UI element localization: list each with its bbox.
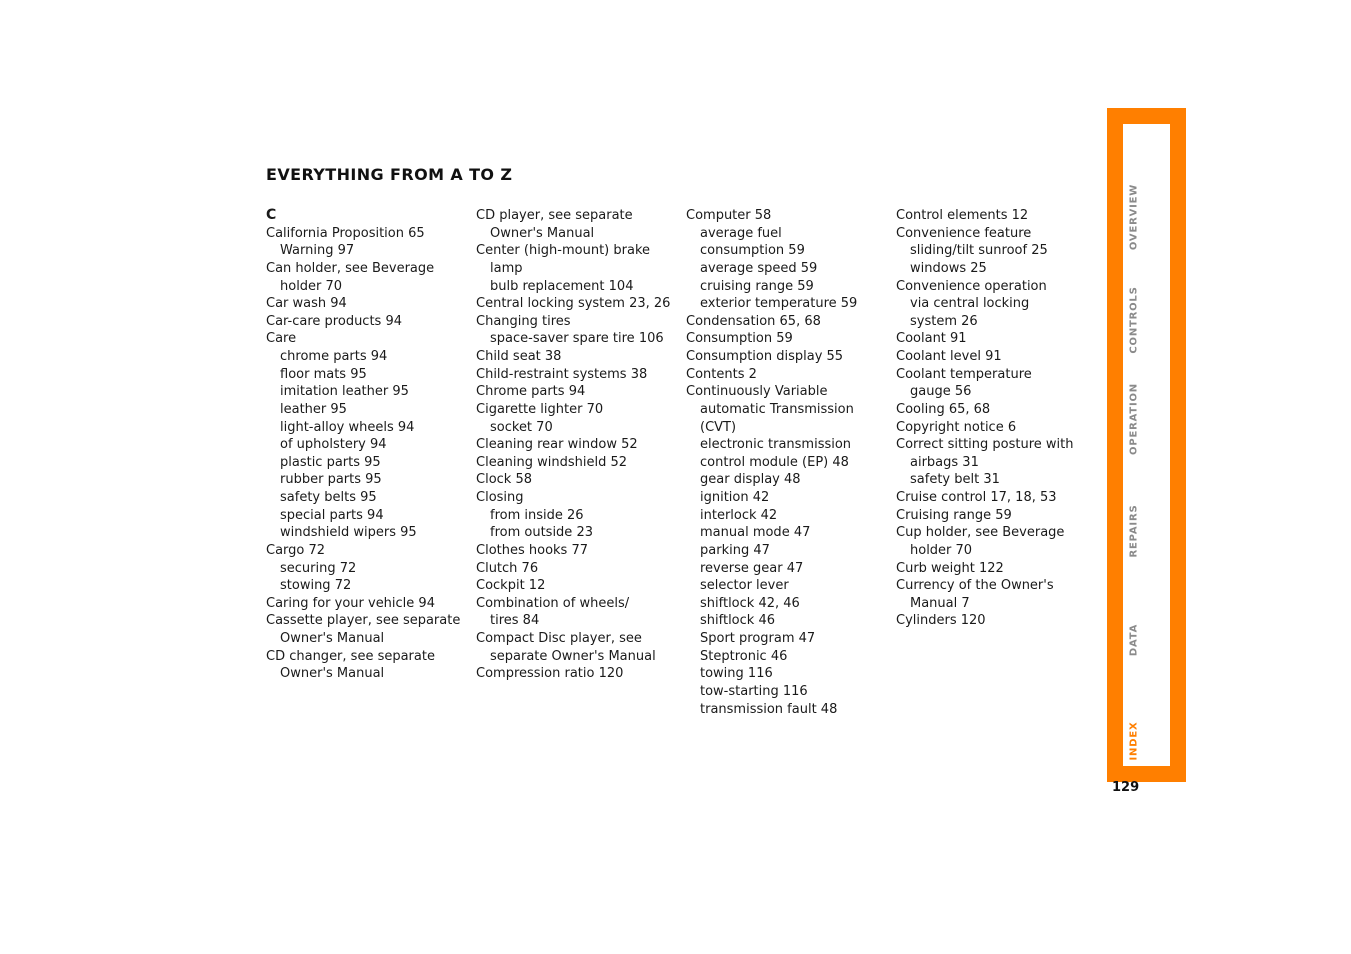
index-entry: Clothes hooks 77 xyxy=(476,542,589,558)
index-entry: Car-care products 94 xyxy=(266,313,402,329)
index-column-1 xyxy=(266,207,471,683)
index-subentry: exterior temperature 59 xyxy=(700,296,858,312)
index-entry: Coolant temperature xyxy=(896,366,1032,382)
index-entry: Consumption 59 xyxy=(686,331,793,347)
index-entry: Cruising range 59 xyxy=(896,507,1012,523)
index-entry: Child-restraint systems 38 xyxy=(476,366,648,382)
index-entry: Center (high-mount) brake xyxy=(476,243,651,259)
index-entry: Chrome parts 94 xyxy=(476,384,586,400)
index-entry: Contents 2 xyxy=(686,366,757,382)
index-entry: Cleaning rear window 52 xyxy=(476,437,638,453)
index-subentry: imitation leather 95 xyxy=(280,384,409,400)
index-entry: Cylinders 120 xyxy=(896,613,986,629)
tab-operation[interactable]: OPERATION xyxy=(1128,383,1140,455)
index-entry: Combination of wheels/ xyxy=(476,595,630,611)
index-entry: Compact Disc player, see xyxy=(476,631,642,646)
index-subentry: control module (EP) 48 xyxy=(700,454,849,470)
index-entry: Can holder, see Beverage xyxy=(266,260,435,276)
index-column-3 xyxy=(686,207,891,718)
index-entry: Cockpit 12 xyxy=(476,578,546,594)
index-entry: Coolant level 91 xyxy=(896,349,1002,364)
index-entry: Cup holder, see Beverage xyxy=(896,525,1065,541)
page-title: EVERYTHING FROM A TO Z xyxy=(266,165,513,184)
index-subentry: Owner's Manual xyxy=(280,666,385,682)
index-subentry: holder 70 xyxy=(280,278,343,294)
index-subentry: rubber parts 95 xyxy=(280,472,382,488)
index-entry: Correct sitting posture with xyxy=(896,437,1074,453)
index-subentry: holder 70 xyxy=(910,542,973,558)
index-entry: Cigarette lighter 70 xyxy=(476,401,604,417)
index-entry: Closing xyxy=(476,490,524,505)
index-subentry: manual mode 47 xyxy=(700,525,811,541)
index-subentry: transmission fault 48 xyxy=(700,701,838,717)
index-subentry: parking 47 xyxy=(700,542,770,558)
index-subentry: system 26 xyxy=(910,313,978,329)
index-subentry: electronic transmission xyxy=(700,437,852,453)
index-entry: CD changer, see separate xyxy=(266,648,435,664)
index-entry: Currency of the Owner's xyxy=(896,578,1054,594)
index-entry: California Proposition 65 xyxy=(266,225,425,241)
index-subentry: tires 84 xyxy=(490,613,540,629)
index-entry: Curb weight 122 xyxy=(896,560,1004,576)
index-subentry: windows 25 xyxy=(910,260,987,276)
index-subentry: from outside 23 xyxy=(490,525,593,541)
index-subentry: towing 116 xyxy=(700,666,773,682)
index-subentry: (CVT) xyxy=(700,419,737,435)
index-letter-heading: C xyxy=(266,207,277,223)
index-entry: Central locking system 23, 26 xyxy=(476,296,671,312)
index-entry: Cruise control 17, 18, 53 xyxy=(896,490,1057,505)
index-subentry: ignition 42 xyxy=(700,490,770,505)
tab-overview[interactable]: OVERVIEW xyxy=(1128,183,1140,251)
index-entry: Cassette player, see separate xyxy=(266,613,461,629)
index-subentry: Sport program 47 xyxy=(700,631,816,646)
index-subentry: lamp xyxy=(490,260,523,276)
index-subentry: from inside 26 xyxy=(490,507,584,523)
index-entry: Computer 58 xyxy=(686,208,772,223)
index-entry: Clutch 76 xyxy=(476,560,539,576)
page-number: 129 xyxy=(1112,780,1140,795)
index-subentry: shiftlock 46 xyxy=(700,613,775,629)
index-subentry: Manual 7 xyxy=(910,595,970,611)
index-entry: Consumption display 55 xyxy=(686,349,844,364)
index-subentry: separate Owner's Manual xyxy=(490,648,656,664)
index-subentry: special parts 94 xyxy=(280,507,384,523)
index-subentry: Warning 97 xyxy=(280,243,355,259)
index-subentry: safety belts 95 xyxy=(280,490,377,505)
index-subentry: shiftlock 42, 46 xyxy=(700,595,800,611)
index-subentry: Steptronic 46 xyxy=(700,648,788,664)
tab-repairs[interactable]: REPAIRS xyxy=(1128,504,1140,558)
index-subentry: Owner's Manual xyxy=(280,631,385,646)
index-subentry: floor mats 95 xyxy=(280,366,367,382)
index-entry: Clock 58 xyxy=(476,472,532,488)
index-entry: Car wash 94 xyxy=(266,296,347,312)
index-entry: CD player, see separate xyxy=(476,208,633,223)
index-subentry: Owner's Manual xyxy=(490,225,595,241)
index-subentry: cruising range 59 xyxy=(700,278,814,294)
index-subentry: space-saver spare tire 106 xyxy=(490,331,664,347)
index-subentry: average speed 59 xyxy=(700,260,818,276)
index-entry: Care xyxy=(266,331,297,347)
index-subentry: socket 70 xyxy=(490,419,553,435)
index-subentry: gauge 56 xyxy=(910,384,972,400)
index-subentry: average fuel xyxy=(700,225,782,241)
index-entry: Condensation 65, 68 xyxy=(686,313,821,329)
index-column-4 xyxy=(896,207,1101,630)
index-subentry: windshield wipers 95 xyxy=(280,525,417,541)
index-entry: Caring for your vehicle 94 xyxy=(266,595,435,611)
index-subentry: selector lever xyxy=(700,578,789,594)
index-subentry: of upholstery 94 xyxy=(280,437,387,453)
index-entry: Cooling 65, 68 xyxy=(896,401,991,417)
index-entry: Convenience feature xyxy=(896,225,1032,241)
index-subentry: tow-starting 116 xyxy=(700,683,808,699)
index-entry: Changing tires xyxy=(476,313,571,329)
index-subentry: securing 72 xyxy=(280,560,357,576)
index-subentry: safety belt 31 xyxy=(910,472,1000,488)
index-subentry: consumption 59 xyxy=(700,243,805,259)
index-subentry: plastic parts 95 xyxy=(280,454,381,470)
index-column-2 xyxy=(476,207,681,683)
index-entry: Coolant 91 xyxy=(896,331,967,347)
index-subentry: bulb replacement 104 xyxy=(490,278,634,294)
index-entry: Cleaning windshield 52 xyxy=(476,454,628,470)
index-entry: Cargo 72 xyxy=(266,542,326,558)
index-entry: Compression ratio 120 xyxy=(476,666,624,682)
index-entry: Copyright notice 6 xyxy=(896,419,1017,435)
index-entry: Control elements 12 xyxy=(896,208,1029,223)
tab-controls[interactable]: CONTROLS xyxy=(1128,286,1140,354)
index-subentry: light-alloy wheels 94 xyxy=(280,419,415,435)
index-subentry: interlock 42 xyxy=(700,507,778,523)
index-subentry: airbags 31 xyxy=(910,454,979,470)
tab-data[interactable]: DATA xyxy=(1128,623,1140,657)
index-subentry: gear display 48 xyxy=(700,472,801,488)
index-entry: Convenience operation xyxy=(896,278,1047,294)
index-entry: Continuously Variable xyxy=(686,384,828,400)
index-subentry: chrome parts 94 xyxy=(280,349,388,364)
index-subentry: automatic Transmission xyxy=(700,401,854,417)
index-subentry: sliding/tilt sunroof 25 xyxy=(910,243,1048,259)
index-subentry: via central locking xyxy=(910,296,1030,312)
tab-index[interactable]: INDEX xyxy=(1128,721,1140,761)
index-subentry: stowing 72 xyxy=(280,578,352,594)
index-entry: Child seat 38 xyxy=(476,349,562,364)
index-subentry: leather 95 xyxy=(280,401,347,417)
index-subentry: reverse gear 47 xyxy=(700,560,804,576)
